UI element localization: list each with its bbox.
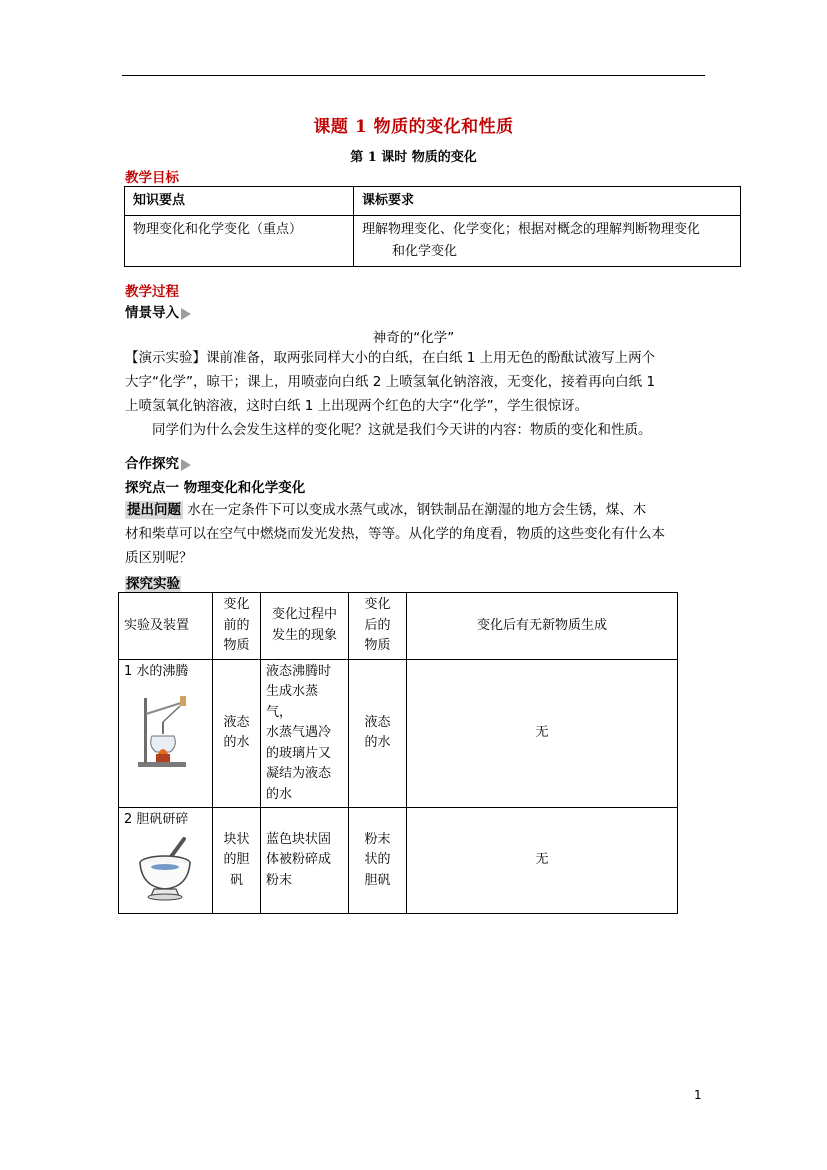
page-number: 1 — [694, 1088, 702, 1102]
exp-row2-before-line: 的胆 — [223, 852, 250, 868]
section-teaching-goal: 教学目标 — [125, 170, 179, 186]
exp-row1-before — [213, 659, 261, 808]
mortar-pestle-icon — [138, 835, 194, 903]
requirement-line-2: 和化学变化 — [392, 244, 458, 259]
demo-paragraph — [125, 346, 705, 442]
exp-header-new-substance-text: 变化后有无新物质生成 — [476, 617, 607, 633]
exp-row2-apparatus — [119, 808, 213, 914]
table-row — [119, 659, 678, 808]
exp-header-after-line: 物质 — [364, 638, 391, 653]
exp-row1-after-line: 液态 — [364, 714, 391, 730]
exp-row2-process-line: 蓝色块状固 — [266, 831, 332, 847]
demo-line-2: 大字“化学”，晾干；课上，用喷壶向白纸 2 上喷氢氧化钠溶液，无变化，接着再向白纸 1 — [125, 374, 656, 390]
exp-header-after-line: 变化 — [364, 597, 391, 612]
exp-header-apparatus-text: 实验及装置 — [124, 617, 190, 633]
exp-row2-process-line: 体被粉碎成 — [266, 852, 332, 868]
arrow-right-icon — [181, 308, 191, 320]
coop-heading — [125, 452, 191, 472]
exp-row2-after-line: 状的 — [364, 852, 391, 868]
question-label: 提出问题 — [127, 502, 181, 518]
exp-row1-before-line: 的水 — [223, 735, 250, 751]
exp-row2-new-substance: 无 — [407, 808, 678, 914]
exp-row1-process-line: 的水 — [266, 786, 293, 802]
exp-row1-new-substance: 无 — [407, 659, 678, 808]
question-paragraph — [125, 498, 705, 570]
question-line-3: 质区别呢？ — [125, 550, 193, 566]
exp-row2-after-line: 胆矾 — [364, 872, 391, 888]
page-title: 课题 1 物质的变化和性质 — [313, 117, 514, 137]
exp-header-after — [349, 593, 407, 660]
exp-row2-before — [213, 808, 261, 914]
goal-table-header-requirement: 课标要求 — [354, 187, 741, 216]
question-line-1: 水在一定条件下可以变成水蒸气或冰，钢铁制品在潮湿的地方会生锈，煤、木 — [183, 502, 647, 518]
demo-line-3: 上喷氢氧化钠溶液，这时白纸 1 上出现两个红色的大字“化学”，学生很惊讶。 — [125, 398, 589, 414]
requirement-line-1: 理解物理变化、化学变化；根据对概念的理解判断物理变化 — [362, 222, 701, 237]
goal-table — [124, 186, 741, 267]
exp-header-apparatus — [119, 593, 213, 660]
exp-header-before-line: 变化 — [223, 597, 250, 612]
boiling-water-apparatus-icon — [136, 692, 196, 770]
exp-row1-after — [349, 659, 407, 808]
exp-row2-before-line: 块状 — [223, 831, 250, 847]
exp-row2-process-line: 粉末 — [266, 872, 293, 888]
demo-followup: 同学们为什么会发生这样的变化呢？这就是我们今天讲的内容：物质的变化和性质。 — [152, 422, 652, 438]
exp-header-before — [213, 593, 261, 660]
point-heading: 探究点一 物理变化和化学变化 — [125, 480, 306, 496]
exp-header-process — [261, 593, 349, 660]
page-subtitle: 第 1 课时 物质的变化 — [350, 150, 477, 165]
exp-row2-before-line: 矾 — [229, 872, 243, 888]
exp-row1-process-line: 液态沸腾时 — [266, 663, 332, 679]
exp-row1-process — [261, 659, 349, 808]
exp-header-new-substance — [407, 593, 678, 660]
exp-row1-process-line: 凝结为液态 — [266, 766, 332, 781]
experiment-heading — [125, 572, 181, 592]
goal-table-requirement-cell — [354, 216, 741, 267]
exp-row2-name: 2 胆矾研碎 — [124, 812, 189, 827]
section-teaching-process: 教学过程 — [125, 284, 179, 300]
table-row — [119, 808, 678, 914]
exp-header-before-line: 物质 — [223, 638, 250, 653]
experiment-heading-label: 探究实验 — [126, 576, 180, 592]
exp-row1-process-line: 生成水蒸气， — [266, 684, 319, 720]
exp-row1-name: 1 水的沸腾 — [124, 663, 189, 679]
experiment-table — [118, 592, 678, 914]
exp-header-before-line: 前的 — [223, 617, 250, 633]
question-line-2: 材和柴草可以在空气中燃烧而发光发热，等等。从化学的角度看，物质的这些变化有什么本 — [125, 526, 665, 542]
goal-table-knowledge-cell: 物理变化和化学变化（重点） — [125, 216, 354, 267]
goal-table-header-knowledge: 知识要点 — [125, 187, 354, 216]
demo-line-1: 【演示实验】课前准备，取两张同样大小的白纸，在白纸 1 上用无色的酚酞试液写上两个 — [125, 350, 656, 366]
exp-header-process-line: 变化过程中 — [271, 607, 337, 623]
exp-row1-after-line: 的水 — [364, 735, 391, 751]
header-rule — [122, 75, 705, 76]
exp-row1-process-line: 水蒸气遇冷 — [266, 725, 332, 740]
exp-header-process-line: 发生的现象 — [271, 627, 337, 643]
intro-heading — [125, 301, 191, 321]
intro-heading-label: 情景导入 — [125, 305, 179, 321]
exp-row2-after-line: 粉末 — [364, 831, 391, 847]
exp-row2-after — [349, 808, 407, 914]
exp-row1-before-line: 液态 — [223, 714, 250, 730]
intro-title: 神奇的“化学” — [372, 330, 455, 346]
exp-row1-apparatus — [119, 659, 213, 808]
exp-row2-process — [261, 808, 349, 914]
coop-heading-label: 合作探究 — [125, 456, 179, 472]
exp-header-after-line: 后的 — [364, 617, 391, 633]
exp-row1-process-line: 的玻璃片又 — [266, 745, 332, 761]
arrow-right-icon — [181, 459, 191, 471]
